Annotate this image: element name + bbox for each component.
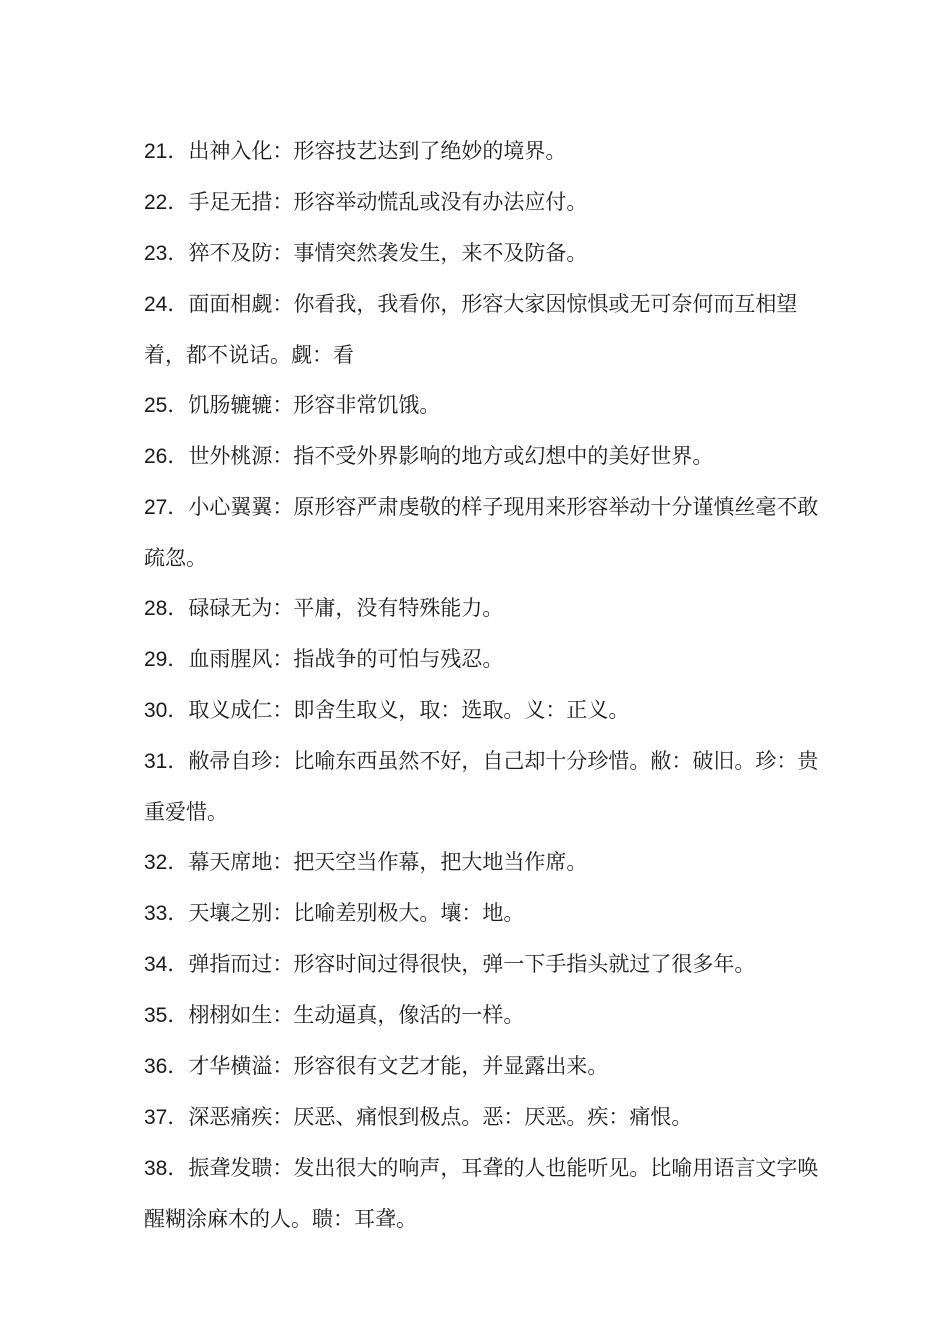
list-item: 29．血雨腥风：指战争的可怕与残忍。 [144,647,504,671]
list-item: 32．幕天席地：把天空当作幕，把大地当作席。 [144,850,588,874]
list-item: 24．面面相觑：你看我，我看你，形容大家因惊惧或无可奈何而互相望着，都不说话。觑：看 [144,292,798,367]
list-item: 21．出神入化：形容技艺达到了绝妙的境界。 [144,139,567,163]
list-item: 34．弹指而过：形容时间过得很快，弹一下手指头就过了很多年。 [144,952,756,976]
list-item: 27．小心翼翼：原形容严肃虔敬的样子现用来形容举动十分谨慎丝毫不敢疏忽。 [144,495,819,570]
idiom-list [144,126,824,1244]
list-item: 31．敝帚自珍：比喻东西虽然不好，自己却十分珍惜。敝：破旧。珍：贵重爱惜。 [144,749,819,824]
list-item: 33．天壤之别：比喻差别极大。壤：地。 [144,901,525,925]
list-item: 35．栩栩如生：生动逼真，像活的一样。 [144,1003,525,1027]
list-item: 25．饥肠辘辘：形容非常饥饿。 [144,393,441,417]
list-item: 30．取义成仁：即舍生取义，取：选取。义：正义。 [144,698,630,722]
list-item: 23．猝不及防：事情突然袭发生，来不及防备。 [144,241,588,265]
list-item: 28．碌碌无为：平庸，没有特殊能力。 [144,596,504,620]
list-item: 37．深恶痛疾：厌恶、痛恨到极点。恶：厌恶。疾：痛恨。 [144,1105,693,1129]
list-item: 36．才华横溢：形容很有文艺才能，并显露出来。 [144,1054,609,1078]
list-item: 26．世外桃源：指不受外界影响的地方或幻想中的美好世界。 [144,444,714,468]
list-item: 22．手足无措：形容举动慌乱或没有办法应付。 [144,190,588,214]
list-item: 38．振聋发聩：发出很大的响声，耳聋的人也能听见。比喻用语言文字唤醒糊涂麻木的人。聩：耳聋。 [144,1156,819,1231]
